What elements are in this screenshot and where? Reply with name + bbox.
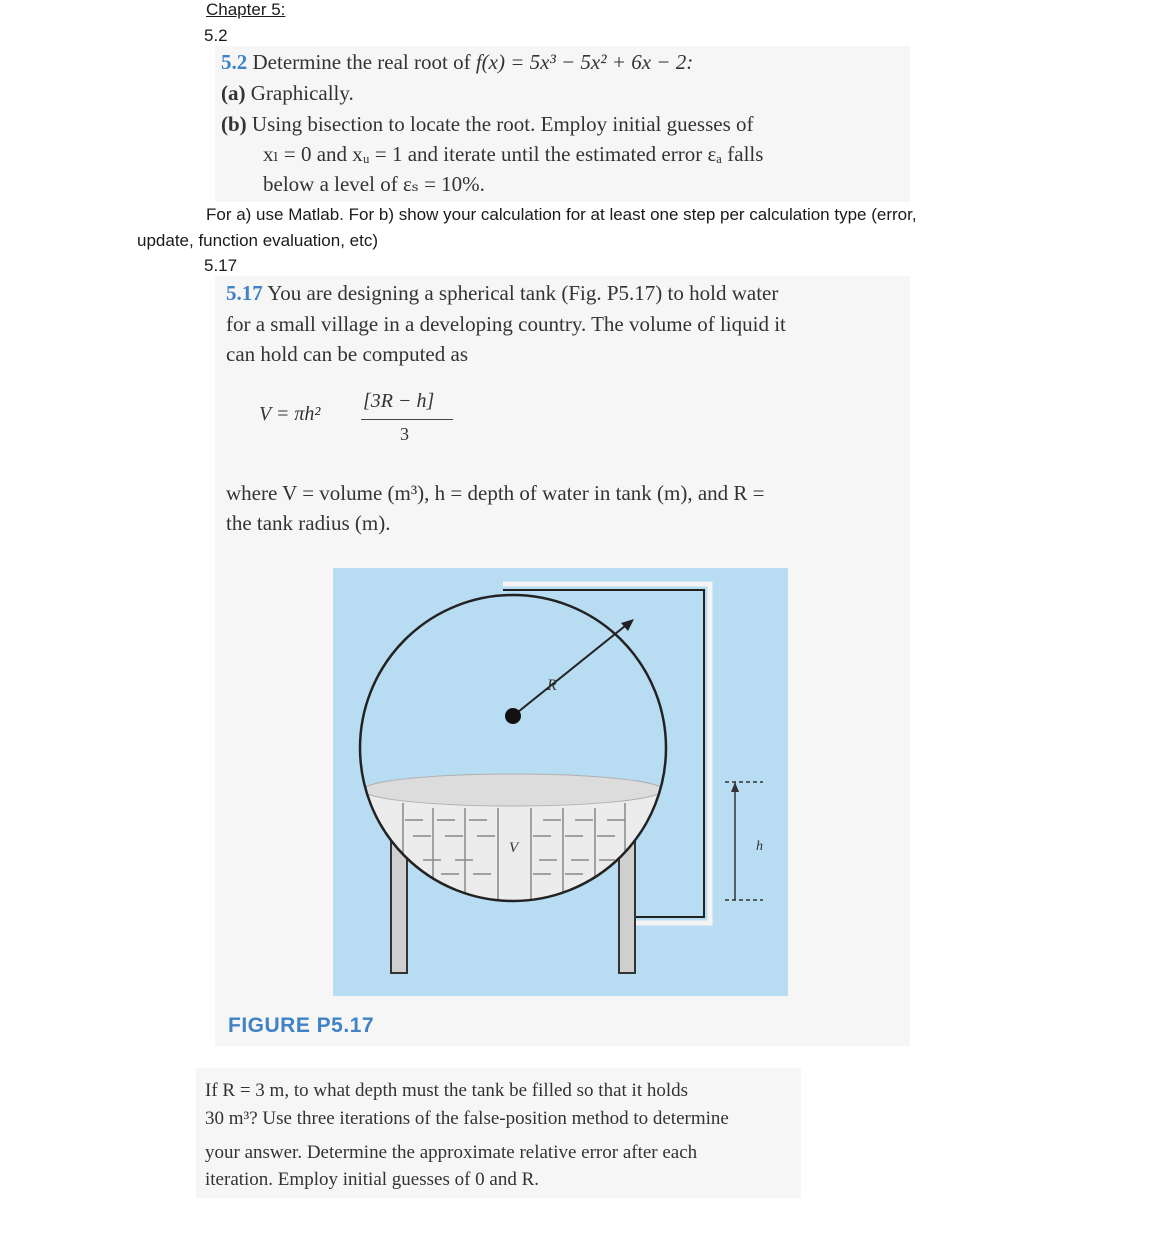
part-b-line2: xₗ = 0 and xᵤ = 1 and iterate until the estimated error εₐ falls bbox=[263, 142, 764, 166]
question-line3: your answer. Determine the approximate relative error after each bbox=[205, 1142, 698, 1163]
part-a bbox=[221, 81, 354, 106]
problem-5-2-line1 bbox=[221, 50, 693, 75]
question-line2: 30 m³? Use three iterations of the false-position method to determine bbox=[205, 1108, 729, 1129]
question-block bbox=[196, 1068, 801, 1198]
where-line1: where V = volume (m³), h = depth of water in tank (m), and R = bbox=[226, 481, 765, 505]
volume-label: V bbox=[509, 840, 519, 856]
problem-5-17-block bbox=[215, 276, 910, 1046]
question-line1: If R = 3 m, to what depth must the tank be filled so that it holds bbox=[205, 1080, 689, 1101]
p517-line1-text: You are designing a spherical tank (Fig. P5.17) to hold water bbox=[267, 281, 779, 305]
p517-line2: for a small village in a developing country. The volume of liquid it bbox=[226, 312, 786, 336]
center-point bbox=[505, 708, 521, 724]
part-b bbox=[221, 112, 754, 137]
part-a-label: (a) bbox=[221, 81, 246, 105]
question-line4: iteration. Employ initial guesses of 0 and R. bbox=[205, 1169, 540, 1190]
part-b-line3: below a level of εₛ = 10%. bbox=[263, 172, 485, 196]
water-surface bbox=[363, 774, 663, 806]
equation-denominator: 3 bbox=[400, 424, 409, 444]
function-expression: f(x) = 5x³ − 5x² + 6x − 2: bbox=[475, 50, 694, 74]
part-a-text: Graphically. bbox=[250, 81, 354, 105]
p517-line3: can hold can be computed as bbox=[226, 342, 468, 366]
equation-lhs: V = πh² bbox=[259, 403, 321, 425]
figure-caption: FIGURE P5.17 bbox=[228, 1014, 375, 1037]
p517-line1 bbox=[226, 281, 778, 306]
fraction-bar bbox=[361, 419, 453, 420]
problem-number: 5.2 bbox=[221, 50, 248, 74]
section-label-5-2: 5.2 bbox=[204, 26, 228, 45]
section-label-5-17: 5.17 bbox=[204, 256, 238, 275]
depth-label: h bbox=[756, 839, 763, 854]
part-b-line1: Using bisection to locate the root. Employ initial guesses of bbox=[251, 112, 754, 136]
part-b-label: (b) bbox=[221, 112, 247, 136]
problem-5-2-block bbox=[215, 46, 910, 202]
chapter-heading: Chapter 5: bbox=[206, 0, 286, 19]
problem-text: Determine the real root of bbox=[252, 50, 471, 74]
instructions-line2: update, function evaluation, etc) bbox=[137, 231, 378, 250]
spherical-tank-figure bbox=[333, 568, 788, 996]
problem-number: 5.17 bbox=[226, 281, 263, 305]
instructions-line1: For a) use Matlab. For b) show your calculation for at least one step per calculation type (error, bbox=[206, 205, 917, 224]
radius-label: R bbox=[547, 677, 557, 694]
where-line2: the tank radius (m). bbox=[226, 511, 391, 535]
equation-numerator: [3R − h] bbox=[363, 390, 435, 412]
